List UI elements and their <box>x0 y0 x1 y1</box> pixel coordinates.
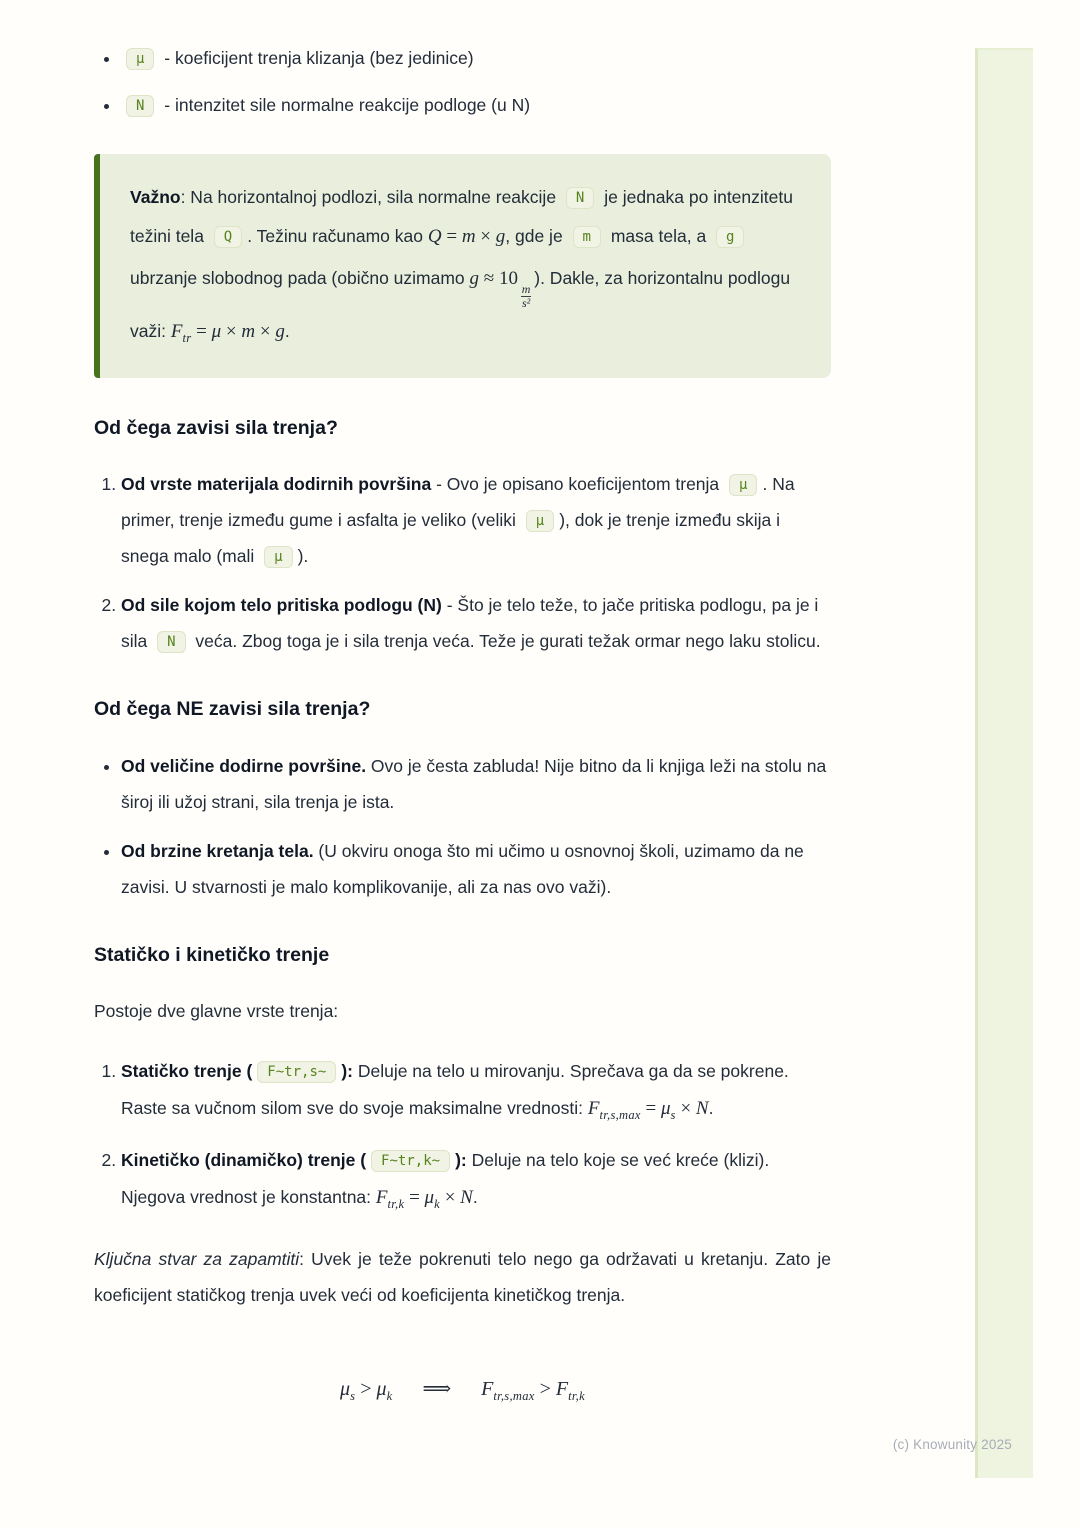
code-badge: F~tr,s~ <box>257 1061 336 1083</box>
text: . <box>284 320 290 341</box>
text: . Na primer, trenje između gume i asfalta je veliko (veliki <box>121 474 795 531</box>
text: - Što je telo teže, to jače pritiska podlogu, pa je i sila <box>121 595 819 652</box>
bold-text: Od vrste materijala dodirnih površina <box>121 474 432 495</box>
list-item <box>121 40 831 76</box>
text: Deluje na telo u mirovanju. Sprečava ga da se pokrene. Raste sa vučnom silom sve do svoje maksimalne vrednosti: <box>121 1061 789 1119</box>
text: ). <box>297 546 309 567</box>
text: (U okviru onoga što mi učimo u osnovnoj školi, uzimamo da ne zavisi. U stvarnosti je malo komplikovanije, ali za nas ovo važi). <box>121 840 804 897</box>
fraction: $\frac{m}{\text{s²}}$ <box>521 281 531 311</box>
math-expression: Q = m × g <box>427 226 506 248</box>
text: je jednaka po intenzitetu težini tela <box>130 187 793 247</box>
formula-block <box>94 1369 831 1410</box>
document-content <box>94 40 831 1410</box>
implies-arrow-icon: ⟹ <box>422 1377 452 1400</box>
bold-text: Kinetičko (dinamičko) trenje ( <box>121 1149 367 1170</box>
list-item <box>121 1142 831 1217</box>
code-badge: μ <box>729 474 757 496</box>
code-badge: F~tr,k~ <box>371 1150 450 1172</box>
list-item <box>121 466 831 574</box>
math-expression: $\mu_s > \mu_k$ ⟹ $F_{tr,s,max} > F_{tr,k}$ <box>340 1377 585 1403</box>
text: - intenzitet sile normalne reakcije podloge (u N) <box>159 95 531 116</box>
section-heading: Statičko i kinetičko trenje <box>94 943 330 966</box>
text: ubrzanje slobodnog pada (obično uzimamo <box>130 267 470 288</box>
text: : Na horizontalnoj podlozi, sila normalne reakcije <box>180 187 561 208</box>
bold-text: ): <box>341 1061 353 1082</box>
text: : Uvek je teže pokrenuti telo nego ga održavati u kretanju. Zato je koeficijent statičkog trenja uvek veći od koeficijenta kinetičkog trenja. <box>94 1248 831 1305</box>
text: . <box>708 1098 714 1119</box>
text: veća. Zbog toga je i sila trenja veća. Teže je gurati težak ormar nego laku stolicu. <box>190 631 821 652</box>
text: Deluje na telo koje se već kreće (klizi). Njegova vrednost je konstantna: <box>121 1149 770 1207</box>
copyright-text: (c) Knowunity 2025 <box>892 1437 1012 1452</box>
text: - Ovo je opisano koeficijentom trenja <box>431 474 725 495</box>
italic-text: Ključna stvar za zapamtiti <box>94 1248 300 1269</box>
text: - koeficijent trenja klizanja (bez jedinice) <box>159 48 474 68</box>
paragraph <box>94 1241 831 1313</box>
bullet-list <box>94 748 831 905</box>
math-expression: $F_{tr,k} = \mu_k \times N$ <box>375 1186 473 1211</box>
list-item <box>121 87 831 123</box>
list-item <box>121 833 831 905</box>
bullet-list <box>94 40 831 123</box>
text: , gde je <box>505 226 568 247</box>
callout-box <box>94 154 831 378</box>
math-expression: g ≈ 10 <box>469 267 518 289</box>
numbered-list <box>94 466 831 659</box>
text: Ovo je česta zabluda! Nije bitno da li knjiga leži na stolu na široj ili užoj strani, sila trenja je ista. <box>121 755 827 812</box>
page-edge-strip <box>975 48 1033 1478</box>
list-item <box>121 748 831 820</box>
text: masa tela, a <box>605 226 712 247</box>
bold-text: Statičko trenje ( <box>121 1061 253 1082</box>
section-heading: Od čega NE zavisi sila trenja? <box>94 698 371 721</box>
bold-text: Važno <box>130 187 181 208</box>
paragraph <box>94 993 831 1029</box>
code-badge: g <box>716 226 744 248</box>
code-badge: m <box>573 226 601 248</box>
numbered-list <box>94 1053 831 1216</box>
bold-text: ): <box>455 1149 467 1170</box>
text: . <box>472 1186 478 1207</box>
code-badge: Q <box>214 226 242 248</box>
math-expression: $F_{tr} = \mu \times m \times g$ <box>170 320 285 345</box>
text: ). Dakle, za horizontalnu podlogu važi: <box>130 267 791 341</box>
math-expression: $F_{tr,s,max} = \mu_s \times N$ <box>587 1098 709 1123</box>
code-badge: μ <box>264 546 292 568</box>
code-badge: μ <box>126 48 154 70</box>
code-badge: μ <box>526 510 554 532</box>
callout-text <box>130 178 801 352</box>
text: . Težinu računamo kao <box>247 226 428 247</box>
list-item <box>121 1053 831 1128</box>
section-heading: Od čega zavisi sila trenja? <box>94 416 338 439</box>
list-item <box>121 587 831 659</box>
code-badge: N <box>126 95 154 117</box>
bold-text: Od veličine dodirne površine. <box>121 755 367 776</box>
code-badge: N <box>566 187 594 209</box>
text: ), dok je trenje između skija i snega malo (mali <box>121 510 780 567</box>
bold-text: Od sile kojom telo pritiska podlogu (N) <box>121 595 442 616</box>
text: Postoje dve glavne vrste trenja: <box>94 1001 339 1022</box>
code-badge: N <box>157 631 185 653</box>
bold-text: Od brzine kretanja tela. <box>121 840 314 861</box>
